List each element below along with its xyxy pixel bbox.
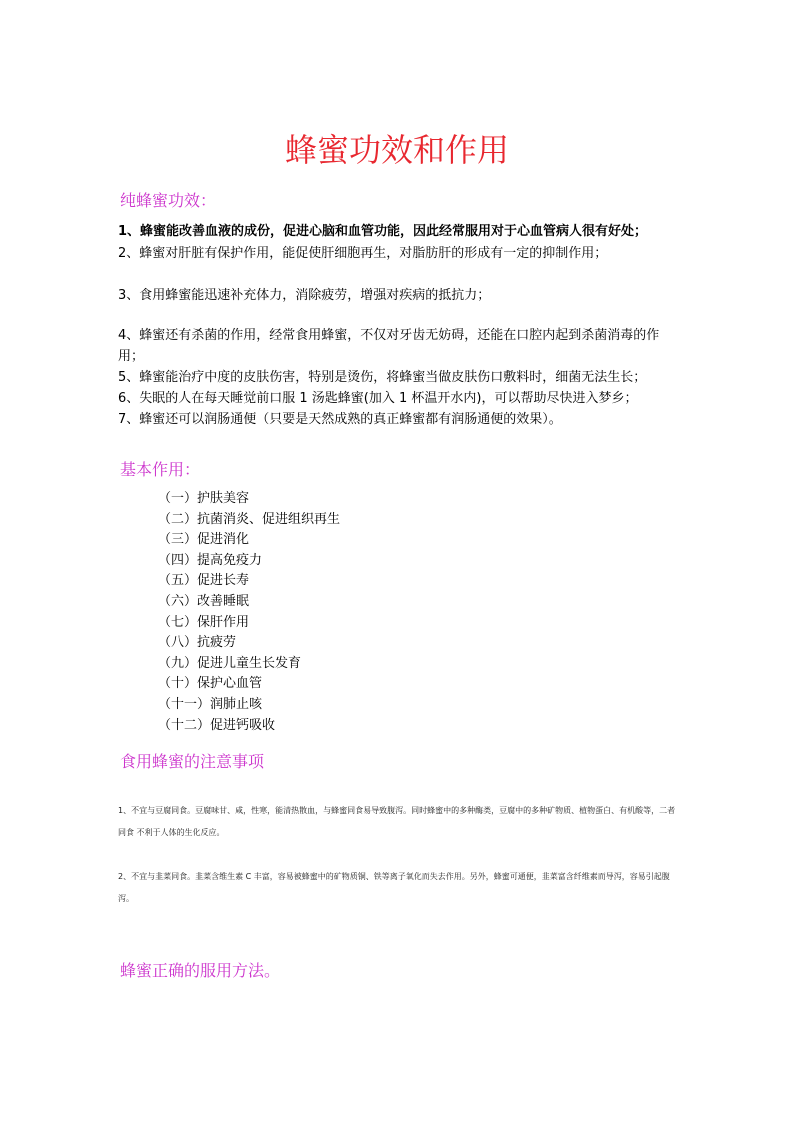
list-item: （二）抗菌消炎、促进组织再生 [158, 511, 341, 527]
effect-item-5: 5、蜂蜜能治疗中度的皮肤伤害，特别是烫伤，将蜂蜜当做皮肤伤口敷料时，细菌无法生长； [118, 370, 647, 385]
effect-item-7: 7、蜂蜜还可以润肠通便（只要是天然成熟的真正蜂蜜都有润肠通便的效果）。 [118, 412, 562, 427]
list-item: （五）促进长寿 [158, 573, 250, 589]
effect-item-2: 2、蜂蜜对肝脏有保护作用，能促使肝细胞再生，对脂肪肝的形成有一定的抑制作用； [118, 246, 608, 261]
effect-item-3: 3、食用蜂蜜能迅速补充体力，消除疲劳，增强对疾病的抵抗力； [118, 288, 491, 303]
list-item: （十二）促进钙吸收 [158, 717, 276, 733]
basic-functions-list [158, 489, 340, 736]
page-title: 蜂蜜功效和作用 [284, 131, 509, 169]
effect-item-1: 1、蜂蜜能改善血液的成份，促进心脑和血管功能，因此经常服用对于心血管病人很有好处； [118, 224, 648, 239]
list-item: （六）改善睡眠 [158, 593, 250, 609]
list-item: （三）促进消化 [158, 532, 250, 548]
list-item: （八）抗疲劳 [158, 635, 237, 651]
list-item: （一）护肤美容 [158, 491, 250, 506]
effect-item-4: 4、蜂蜜还有杀菌的作用，经常食用蜂蜜，不仅对牙齿无妨碍，还能在口腔内起到杀菌消毒的作用； [118, 328, 660, 364]
precaution-item-1: 1、不宜与豆腐同食。豆腐味甘、咸，性寒，能清热散血，与蜂蜜同食易导致腹泻。同时蜂蜜中的多种酶类，豆腐中的多种矿物质、植物蛋白、有机酸等，二者同食 不利于人体的生化反应。 [118, 806, 676, 837]
list-item: （七）保肝作用 [158, 614, 250, 630]
effect-item-6: 6、失眠的人在每天睡觉前口服 1 汤匙蜂蜜(加入 1 杯温开水内)，可以帮助尽快进入梦乡； [118, 391, 638, 406]
section-heading-usage-method: 蜂蜜正确的服用方法。 [120, 961, 281, 980]
precaution-item-2: 2、不宜与韭菜同食。韭菜含维生素 C 丰富，容易被蜂蜜中的矿物质铜、铁等离子氧化而失去作用。另外，蜂蜜可通便，韭菜富含纤维素而导泻，容易引起腹泻。 [118, 872, 670, 903]
list-item: （九）促进儿童生长发育 [158, 655, 302, 671]
section-heading-basic-functions: 基本作用： [120, 460, 201, 479]
section-heading-precautions: 食用蜂蜜的注意事项 [120, 752, 265, 771]
section-heading-pure-honey-effects: 纯蜂蜜功效： [120, 191, 217, 210]
list-item: （十）保护心血管 [158, 676, 263, 692]
list-item: （四）提高免疫力 [158, 552, 263, 568]
list-item: （十一）润肺止咳 [158, 696, 263, 712]
